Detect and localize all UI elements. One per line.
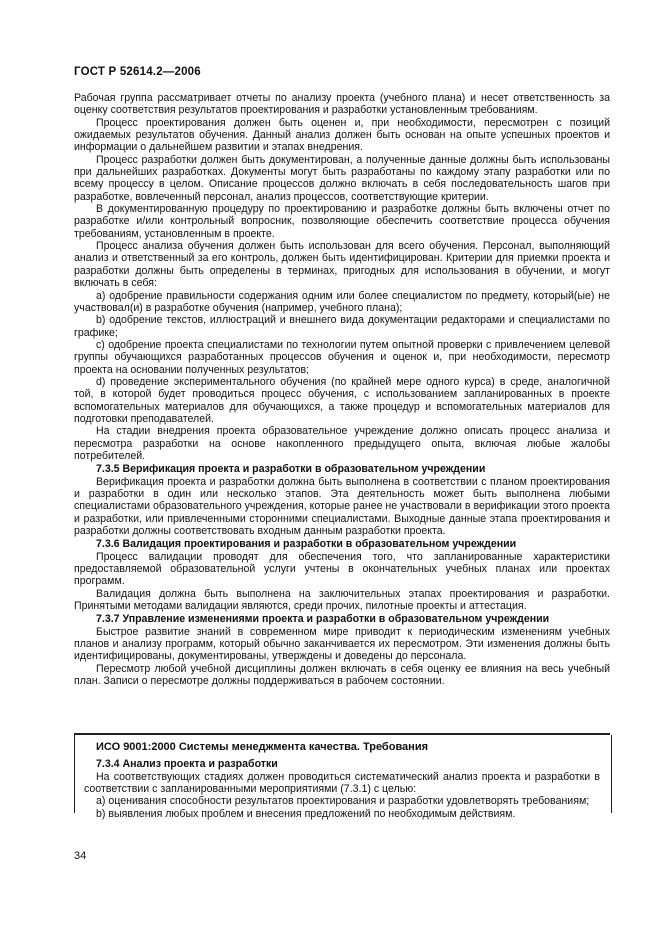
paragraph: Быстрое развитие знаний в современном мире приводит к периодическим изменениям учебных планов и анализу программ, который обычно заканчивается их пересмотром. Эти изменения должны быть идентифицированы, документированы, утверждены и доведены до персонала.: [74, 625, 610, 663]
iso-quote-box: [74, 733, 610, 820]
list-item: b) одобрение текстов, иллюстраций и внешнего вида документации редакторами и специалистами по графике;: [74, 314, 610, 339]
document-body: [74, 92, 610, 688]
section-heading-7-3-5: 7.3.5 Верификация проекта и разработки в образовательном учреждении: [96, 463, 486, 476]
section-heading-7-3-7: 7.3.7 Управление изменениями проекта и разработки в образовательном учреждении: [96, 613, 550, 626]
paragraph: Процесс разработки должен быть документирован, а полученные данные должны быть использованы при дальнейших разработках. Документы могут быть разработаны по каждому этапу разработки или по всему процессу в целом. Описание процессов должно включать в себя последовательность шагов при разработке, вовлеченный персонал, анализ процессов, соответствующие критерии.: [74, 153, 610, 203]
paragraph: Процесс валидации проводят для обеспечения того, что запланированные характеристики предоставляемой образовательной услуги учтены в окончательных учебных планах или проектах программ.: [74, 550, 610, 588]
paragraph: Верификация проекта и разработки должна быть выполнена в соответствии с планом проектирования и разработки в один или несколько этапов. Эта деятельность может быть выполнена любыми специалистами образовательного учреждения, которые ранее не участвовали в верификации этого проекта и разработки, или привлеченными сторонними специалистами. Выходные данные этапа проектирования и разработки должны соответствовать входным данным разработки проекта.: [74, 475, 610, 538]
list-item: c) одобрение проекта специалистами по технологии путем опытной проверки с привлечением целевой группы обучающихся разработанных процессов обучения и оценок и, при необходимости, пересмотр проекта на основании полученных результатов;: [74, 338, 610, 376]
paragraph: На стадии внедрения проекта образовательное учреждение должно описать процесс анализа и пересмотра разработки на основе накопленного предыдущего опыта, включая любые жалобы потребителей.: [74, 425, 610, 462]
iso-quote-subtitle: 7.3.4 Анализ проекта и разработки: [96, 758, 278, 771]
paragraph: В документированную процедуру по проектированию и разработке должны быть включены отчет по разработке и/или контрольный вопросник, позволяющие обеспечить соответствие процесса обучения требованиям, установленным в проекте.: [74, 203, 610, 240]
iso-quote-item-b: b) выявления любых проблем и внесения предложений по необходимым действиям.: [96, 807, 516, 820]
page-number: 34: [74, 850, 87, 862]
list-item: d) проведение экспериментального обучения (по крайней мере одного курса) в среде, аналогичной той, в которой будет проводиться процесс обучения, с использованием запланированных в проекте вспомогательных материалов для обучающихся, а также процедур и вспомогательных материалов для подготовки преподавателей.: [74, 375, 610, 425]
iso-quote-content: [84, 741, 600, 820]
section-heading-7-3-6: 7.3.6 Валидация проектирования и разработки в образовательном учреждении: [96, 538, 517, 551]
iso-quote-title: ИСО 9001:2000 Системы менеджмента качества. Требования: [96, 741, 429, 753]
iso-quote-item-a: a) оценивания способности результатов проектирования и разработки удовлетворять требованиям;: [96, 795, 590, 808]
paragraph: Валидация должна быть выполнена на заключительных этапах проектирования и разработки. Принятыми методами валидации являются, среди прочих, пилотные проекты и аттестация.: [74, 587, 610, 613]
paragraph: Процесс проектирования должен быть оценен и, при необходимости, пересмотрен с позиций ожидаемых результатов обучения. Данный анализ должен быть основан на опыте успешных проектов и информации о дальнейшем развитии и этапах внедрения.: [74, 116, 610, 154]
paragraph: Пересмотр любой учебной дисциплины должен включать в себя оценку ее влияния на весь учебный план. Записи о пересмотре должны поддерживаться в рабочем состоянии.: [74, 662, 610, 688]
paragraph: Рабочая группа рассматривает отчеты по анализу проекта (учебного плана) и несет ответственность за оценку соответствия результатов проектирования и разработки установленным требованиям.: [74, 92, 610, 117]
document-code: ГОСТ Р 52614.2—2006: [74, 66, 201, 78]
iso-quote-text: На соответствующих стадиях должен проводиться систематический анализ проекта и разработки в соответствии с запланированными мероприятиями (7.3.1) с целью:: [84, 770, 600, 796]
list-item: a) одобрение правильности содержания одним или более специалистом по предмету, который(ые) не участвовал(и) в разработке обучения (например, учебного плана);: [74, 289, 610, 314]
paragraph: Процесс анализа обучения должен быть использован для всего обучения. Персонал, выполняющий анализ и ответственный за его контроль, должен быть идентифицирован. Критерии для приемки проекта и разработки должны быть определены в терминах, пригодных для использования в обучении, и могут включать в себя:: [74, 240, 610, 290]
